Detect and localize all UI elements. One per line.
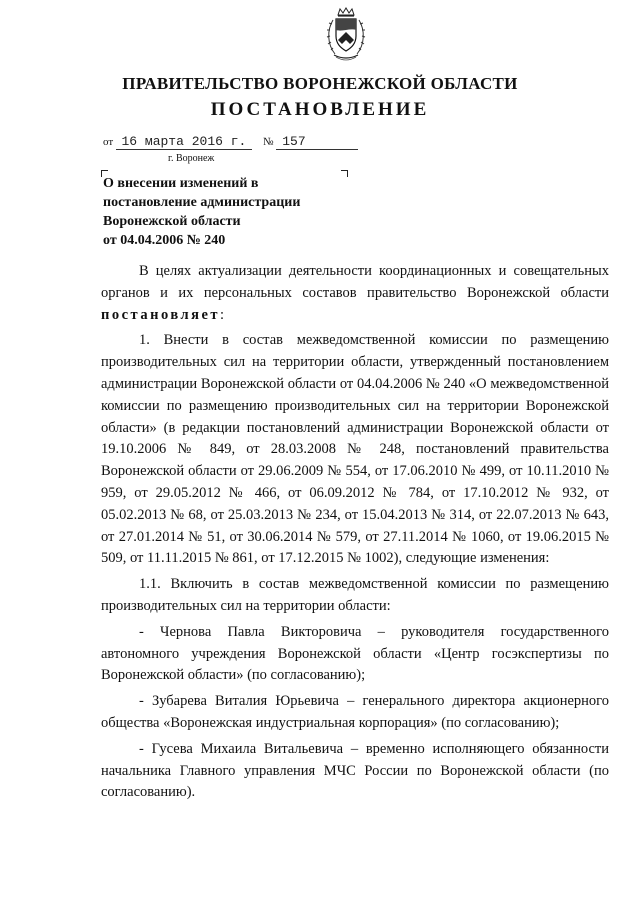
document-subject xyxy=(103,174,353,250)
document-body xyxy=(101,261,609,804)
subject-line: Воронежской области xyxy=(103,214,241,229)
preamble-text: В целях актуализации деятельности координационных и совещательных органов и их персональных составов правительство Воронежской области xyxy=(101,263,609,301)
document-number-field xyxy=(263,135,358,150)
document-date: 16 марта 2016 г. xyxy=(116,135,252,150)
paragraph-1: 1. Внести в состав межведомственной комиссии по размещению производительных сил на территории области, утвержденный постановлением администрации Воронежской области от 04.04.2006 № 240 «О межведомственной комиссии по размещению производительных сил на территории Воронежской области» (в редакции постановлений администрации Воронежской области от 19.10.2006 № 849, от 28.03.2008 № 248, постановлений правительства Воронежской области от 29.06.2009 № 554, от 17.06.2010 № 499, от 10.11.2010 № 959, от 29.05.2012 № 466, от 06.09.2012 № 784, от 17.10.2012 № 932, от 05.02.2013 № 68, от 25.03.2013 № 234, от 15.04.2013 № 314, от 22.07.2013 № 643, от 27.01.2014 № 51, от 30.06.2014 № 579, от 27.11.2014 № 1060, от 19.06.2015 № 509, от 11.11.2015 № 861, от 17.12.2015 № 1002), следующие изменения: xyxy=(101,332,609,567)
document-number: 157 xyxy=(276,135,358,150)
preamble-end: : xyxy=(220,306,225,323)
list-item: - Гусева Михаила Витальевича – временно исполняющего обязанности начальника Главного управления МЧС России по Воронежской области (по согласованию). xyxy=(101,740,609,801)
subject-line: О внесении изменений в xyxy=(103,176,259,191)
city-label: г. Воронеж xyxy=(168,153,215,164)
government-title: ПРАВИТЕЛЬСТВО ВОРОНЕЖСКОЙ ОБЛАСТИ xyxy=(122,74,518,93)
list-item: - Зубарева Виталия Юрьевича – генерального директора акционерного общества «Воронежская индустриальная корпорация» (по согласованию); xyxy=(101,693,609,731)
number-label: № xyxy=(263,136,274,148)
document-type-title: ПОСТАНОВЛЕНИЕ xyxy=(210,99,430,120)
list-item: - Чернова Павла Викторовича – руководителя государственного автономного учреждения Воронежской области «Центр госэкспертизы по Воронежской области» (по согласованию); xyxy=(101,623,609,684)
decree-word: постановляет xyxy=(101,306,221,323)
subject-line: постановление администрации xyxy=(103,195,301,210)
paragraph-1-1: 1.1. Включить в состав межведомственной комиссии по размещению производительных сил на территории области: xyxy=(101,576,609,614)
paragraph-preamble xyxy=(101,261,609,326)
coat-of-arms-emblem xyxy=(324,6,368,64)
subject-line: от 04.04.2006 № 240 xyxy=(103,233,226,248)
date-label: от xyxy=(103,136,114,148)
document-date-field xyxy=(103,135,252,150)
